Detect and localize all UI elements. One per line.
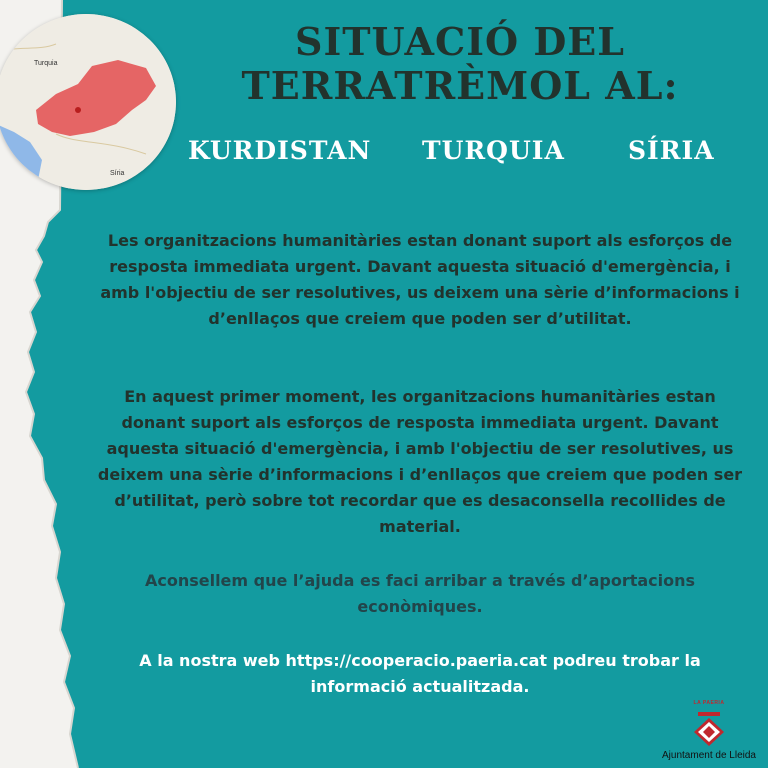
crest-icon	[690, 706, 728, 748]
logo-small-text: LA PAERIA	[693, 700, 725, 706]
paragraph-intro: Les organitzacions humanitàries estan donant suport als esforços de resposta immediata urgent. Davant aquesta situació d'emergència, i amb l'objectiu de ser resolutives, us deixem una sèrie d’informacions i d’enllaços que creiem que poden ser d’utilitat.	[100, 231, 740, 328]
country-kurdistan: KURDISTAN	[188, 136, 372, 165]
map-label-turkey: Turquia	[34, 60, 58, 67]
title-line-1: SITUACIÓ DEL	[295, 19, 625, 64]
paragraph-advice: Aconsellem que l’ajuda es faci arribar a través d’aportacions econòmiques.	[144, 571, 696, 616]
title-line-2: TERRATRÈMOL AL:	[241, 63, 679, 108]
paragraph-web: A la nostra web https://cooperacio.paeria.cat podreu trobar la informació actualitzada.	[139, 651, 701, 696]
logo-name: Ajuntament de Lleida	[662, 750, 756, 761]
paragraph-details: En aquest primer moment, les organitzacions humanitàries estan donant suport als esforços de resposta immediata urgent. Davant aquesta situació d'emergència, i amb l'objectiu de ser resolutives, us deixem una sèrie d’informacions i d’enllaços que creiem que poden ser d’utilitat, però sobre tot recordar que es desaconsella recollides de material.	[97, 387, 743, 536]
country-turkey: TURQUIA	[422, 136, 565, 165]
map-label-syria: Síria	[110, 170, 125, 177]
earthquake-map	[0, 14, 176, 190]
page-title	[190, 20, 730, 108]
country-syria: SÍRIA	[628, 136, 715, 165]
ajuntament-logo	[650, 700, 768, 768]
